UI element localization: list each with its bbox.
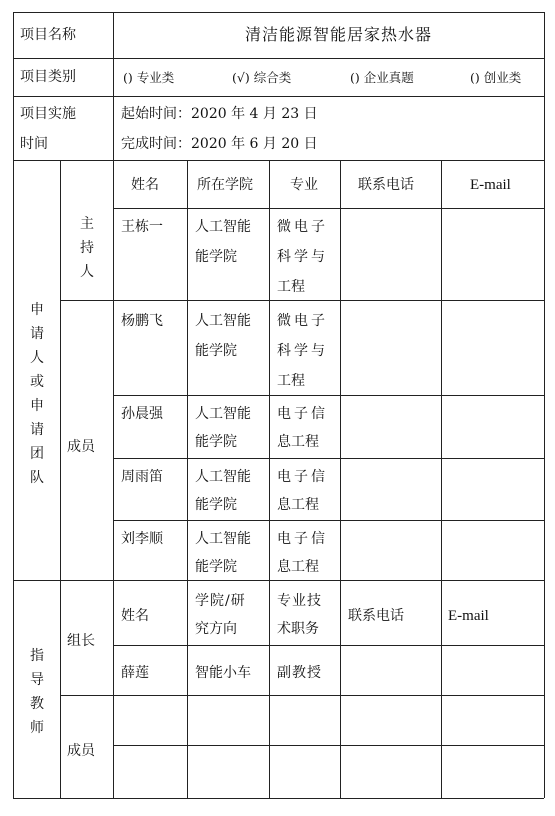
project-type-label: 项目类别 xyxy=(20,69,76,85)
member-4-college-2: 能学院 xyxy=(195,559,237,575)
member-4-major-1: 电子信 xyxy=(277,531,328,547)
project-name-value: 清洁能源智能居家热水器 xyxy=(245,25,433,44)
member-4-major-2: 息工程 xyxy=(277,559,319,575)
advisors-section-label: 指导教师 xyxy=(30,648,44,736)
member-3-name: 周雨笛 xyxy=(121,469,163,485)
members-label: 成员 xyxy=(67,439,95,455)
member-3-college-2: 能学院 xyxy=(195,497,237,513)
host-name: 王栋一 xyxy=(121,219,163,235)
advisor-header-college-1: 学院/研 xyxy=(195,593,246,609)
host-label: 主持人 xyxy=(80,216,94,280)
advisor-header-name: 姓名 xyxy=(121,608,149,624)
project-name-label: 项目名称 xyxy=(20,27,76,43)
header-phone: 联系电话 xyxy=(358,177,414,193)
member-3-major-2: 息工程 xyxy=(277,497,319,513)
type-option-enterprise[interactable]: () 企业真题 xyxy=(350,70,414,85)
host-major-3: 工程 xyxy=(277,279,305,295)
period-label-1: 项目实施 xyxy=(20,106,76,122)
type-option-comprehensive[interactable]: (√) 综合类 xyxy=(232,70,292,85)
member-2-major-1: 电子信 xyxy=(277,406,328,422)
end-date: 完成时间：2020 年 6 月 20 日 xyxy=(121,136,318,152)
header-college: 所在学院 xyxy=(197,177,253,193)
member-1-major-1: 微电子 xyxy=(277,313,328,329)
advisor-leader-title: 副教授 xyxy=(277,665,322,681)
member-1-college-1: 人工智能 xyxy=(195,313,251,329)
member-4-college-1: 人工智能 xyxy=(195,531,251,547)
applicants-section-label: 申请人或申请团队 xyxy=(30,302,44,486)
member-2-name: 孙晨强 xyxy=(121,406,163,422)
type-option-startup[interactable]: () 创业类 xyxy=(470,70,522,85)
member-2-college-2: 能学院 xyxy=(195,434,237,450)
member-1-major-3: 工程 xyxy=(277,373,305,389)
host-major-2: 科学与 xyxy=(277,249,328,265)
member-3-major-1: 电子信 xyxy=(277,469,328,485)
advisor-leader-direction: 智能小车 xyxy=(195,665,251,681)
advisor-header-email: E-mail xyxy=(448,608,489,624)
advisor-header-title-1: 专业技 xyxy=(277,593,322,609)
member-2-college-1: 人工智能 xyxy=(195,406,251,422)
member-1-name: 杨鹏飞 xyxy=(121,313,163,329)
member-3-college-1: 人工智能 xyxy=(195,469,251,485)
advisor-leader-label: 组长 xyxy=(67,633,95,649)
host-college-1: 人工智能 xyxy=(195,219,251,235)
member-4-name: 刘李顺 xyxy=(121,531,163,547)
host-college-2: 能学院 xyxy=(195,249,237,265)
member-2-major-2: 息工程 xyxy=(277,434,319,450)
period-label-2: 时间 xyxy=(20,136,48,152)
advisor-header-college-2: 究方向 xyxy=(195,621,237,637)
advisor-header-phone: 联系电话 xyxy=(348,608,404,624)
member-1-college-2: 能学院 xyxy=(195,343,237,359)
host-major-1: 微电子 xyxy=(277,219,328,235)
member-1-major-2: 科学与 xyxy=(277,343,328,359)
header-email: E-mail xyxy=(470,177,511,193)
type-option-professional[interactable]: () 专业类 xyxy=(123,70,175,85)
advisor-header-title-2: 术职务 xyxy=(277,621,319,637)
header-name: 姓名 xyxy=(131,177,159,193)
header-major: 专业 xyxy=(290,177,318,193)
start-date: 起始时间：2020 年 4 月 23 日 xyxy=(121,106,318,122)
advisor-members-label: 成员 xyxy=(67,743,95,759)
advisor-leader-name: 薛莲 xyxy=(121,665,149,681)
